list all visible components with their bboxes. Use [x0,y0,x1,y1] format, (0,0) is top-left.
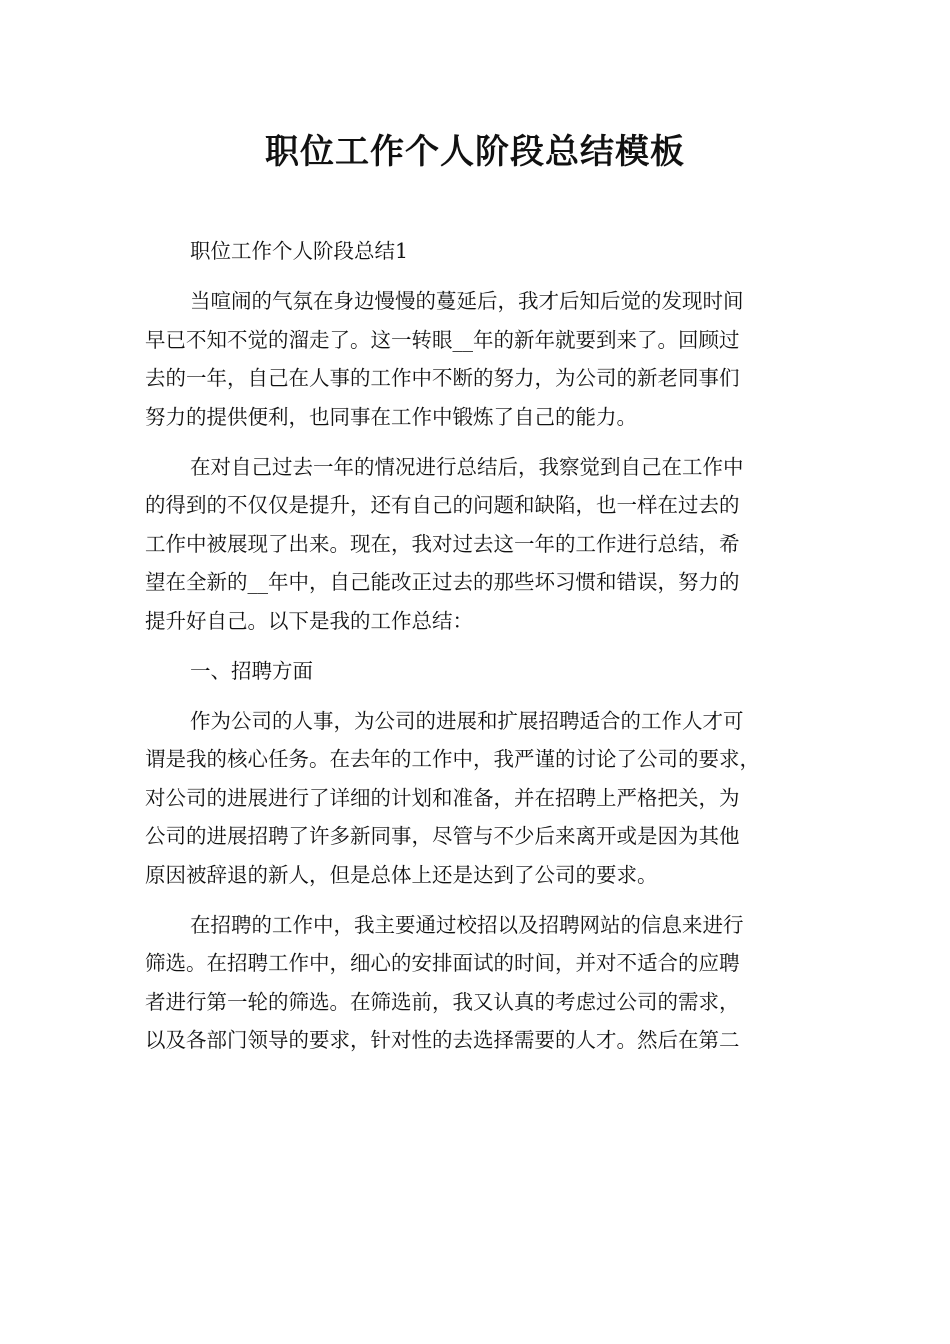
paragraph-line: 去的一年，自己在人事的工作中不断的努力，为公司的新老同事们 [145,366,740,390]
paragraph-line: 筛选。在招聘工作中，细心的安排面试的时间，并对不适合的应聘 [145,951,740,975]
document-title: 职位工作个人阶段总结模板 [265,132,685,172]
paragraph-line: 早已不知不觉的溜走了。这一转眼__年的新年就要到来了。回顾过 [145,327,740,352]
paragraph-line: 以及各部门领导的要求，针对性的去选择需要的人才。然后在第二 [145,1028,740,1052]
paragraph-line: 在招聘的工作中，我主要通过校招以及招聘网站的信息来进行 [190,912,744,937]
paragraph-line: 努力的提供便利，也同事在工作中锻炼了自己的能力。 [145,404,637,429]
subheading-recruitment [145,652,805,691]
paragraph-line: 当喧闹的气氛在身边慢慢的蔓延后，我才后知后觉的发现时间 [190,289,744,313]
paragraph-line: 者进行第一轮的筛选。在筛选前，我又认真的考虑过公司的需求， [145,989,740,1014]
paragraph-3 [145,702,805,895]
paragraph-line: 的得到的不仅仅是提升，还有自己的问题和缺陷，也一样在过去的 [145,493,740,517]
section-heading [145,232,805,271]
paragraph-line: 提升好自己。以下是我的工作总结： [145,608,473,633]
paragraph-line: 公司的进展招聘了许多新同事，尽管与不少后来离开或是因为其他 [145,824,740,848]
paragraph-line: 在对自己过去一年的情况进行总结后，我察觉到自己在工作中 [190,454,744,479]
paragraph-line: 谓是我的核心任务。在去年的工作中，我严谨的讨论了公司的要求， [145,747,760,771]
paragraph-1 [145,282,805,436]
paragraph-4 [145,906,805,1060]
subheading-line: 一、招聘方面 [190,658,313,683]
paragraph-line: 对公司的进展进行了详细的计划和准备，并在招聘上严格把关，为 [145,785,740,810]
paragraph-2 [145,448,805,641]
paragraph-line: 作为公司的人事，为公司的进展和扩展招聘适合的工作人才可 [190,708,744,733]
section-heading-line: 职位工作个人阶段总结1 [190,239,409,263]
document-body [145,232,805,1071]
paragraph-line: 工作中被展现了出来。现在，我对过去这一年的工作进行总结，希 [145,531,740,556]
paragraph-line: 原因被辞退的新人，但是总体上还是达到了公司的要求。 [145,862,658,887]
paragraph-line: 望在全新的__年中，自己能改正过去的那些坏习惯和错误，努力的 [145,570,740,594]
